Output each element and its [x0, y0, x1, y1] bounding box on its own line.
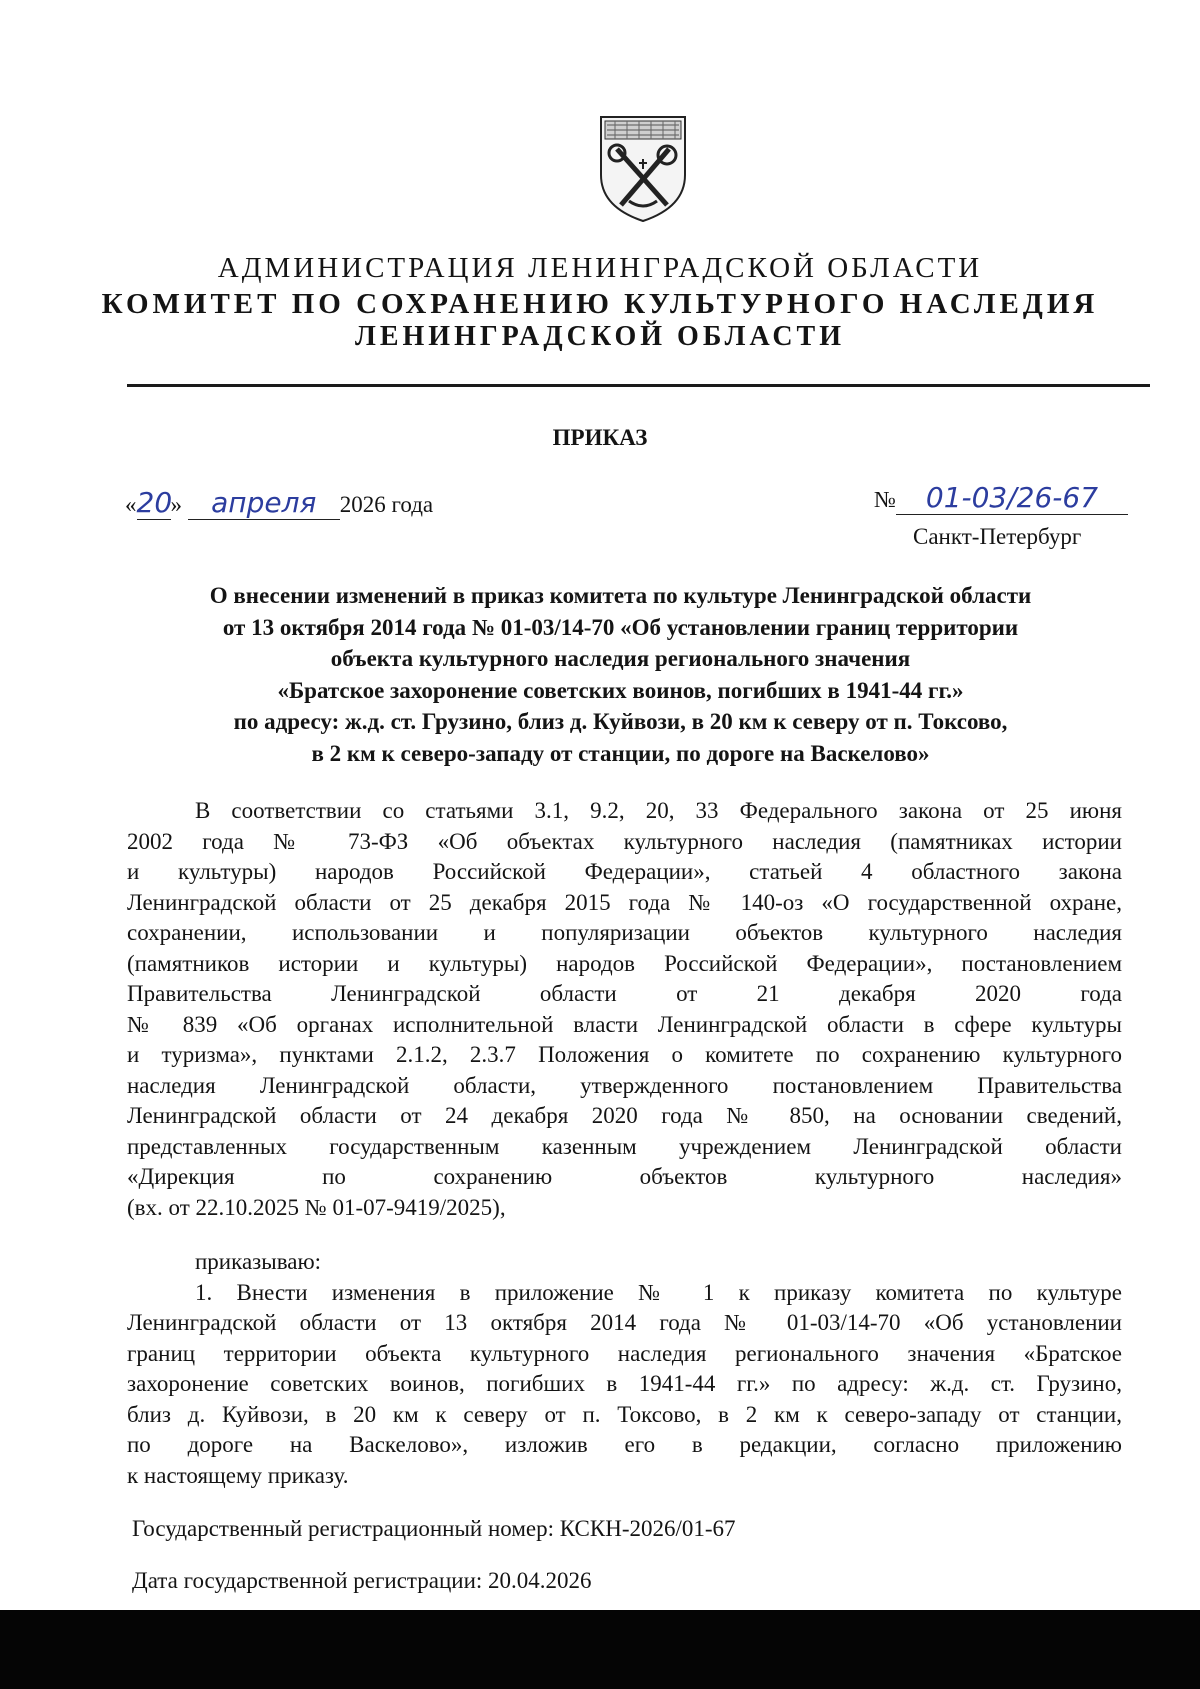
order-body	[127, 796, 1122, 1491]
preamble-line: (вх. от 22.10.2025 № 01-07-9419/2025),	[127, 1194, 506, 1220]
preamble-line: № 839 «Об органах исполнительной власти Ленинградской области в сфере культуры	[127, 1011, 1122, 1037]
registration-number: Государственный регистрационный номер: КСКН-2026/01-67	[132, 1516, 736, 1541]
preamble-line: Правительства Ленинградской области от 21 декабря 2020 года	[127, 981, 1122, 1006]
subject-line: от 13 октября 2014 года № 01-03/14-70 «Об установлении границ территории	[222, 614, 1019, 640]
date-quote-open: «	[125, 492, 137, 517]
item1-line: Ленинградской области от 13 октября 2014 года № 01-03/14-70 «Об установлении	[127, 1310, 1122, 1335]
scan-edge-bar	[0, 1610, 1200, 1689]
subject-line: «Братское захоронение советских воинов, погибших в 1941-44 гг.»	[277, 677, 964, 703]
preamble-line: и культуры) народов Российской Федерации», статьей 4 областного закона	[127, 859, 1122, 884]
coat-of-arms-icon	[595, 113, 691, 225]
preamble-line: наследия Ленинградской области, утвержденного постановлением Правительства	[127, 1072, 1122, 1098]
order-number	[874, 481, 1128, 515]
date-day-field	[136, 486, 173, 520]
number-sign: №	[874, 487, 896, 512]
order-subject	[118, 580, 1123, 769]
preamble-line: и туризма», пунктами 2.1.2, 2.3.7 Положения о комитете по сохранению культурного	[127, 1042, 1122, 1067]
city-name: Санкт-Петербург	[913, 524, 1082, 549]
date-day-handwritten: 20	[136, 486, 173, 519]
subject-line: по адресу: ж.д. ст. Грузино, близ д. Куйвози, в 20 км к северу от п. Токсово,	[233, 709, 1008, 734]
subject-line: объекта культурного наследия регионального значения	[330, 646, 911, 671]
item1-line: близ д. Куйвози, в 20 км к северу от п. Токсово, в 2 км к северо-западу от станции,	[127, 1401, 1122, 1427]
subject-line: в 2 км к северо-западу от станции, по дороге на Васкелово»	[311, 740, 930, 766]
preamble-line: Ленинградской области от 24 декабря 2020 года № 850, на основании сведений,	[127, 1103, 1122, 1128]
preamble-line: Ленинградской области от 25 декабря 2015 года № 140-оз «О государственной охране,	[127, 889, 1122, 915]
preamble-line: В соответствии со статьями 3.1, 9.2, 20, 33 Федерального закона от 25 июня	[195, 798, 1122, 823]
item1-line: границ территории объекта культурного наследия регионального значения «Братское	[127, 1340, 1122, 1366]
order-date	[125, 486, 434, 520]
preamble-line: 2002 года № 73-ФЗ «Об объектах культурного наследия (памятниках истории	[127, 828, 1122, 854]
preamble-line: (памятников истории и культуры) народов Российской Федерации», постановлением	[127, 950, 1122, 976]
item1-line: к настоящему приказу.	[127, 1462, 349, 1488]
preamble-line: сохранении, использовании и популяризации объектов культурного наследия	[127, 920, 1122, 945]
date-month-field	[188, 486, 340, 520]
date-year: 2026 года	[339, 492, 434, 517]
date-month-handwritten: апреля	[211, 486, 317, 519]
item1-line: по дороге на Васкелово», изложив его в редакции, согласно приложению	[127, 1432, 1122, 1457]
header-divider	[127, 384, 1150, 387]
committee-region: ЛЕНИНГРАДСКОЙ ОБЛАСТИ	[354, 321, 846, 352]
subject-line: О внесении изменений в приказ комитета по культуре Ленинградской области	[209, 583, 1032, 608]
number-field	[896, 481, 1128, 515]
preamble-line: представленных государственным казенным учреждением Ленинградской области	[127, 1133, 1122, 1159]
committee-name: КОМИТЕТ ПО СОХРАНЕНИЮ КУЛЬТУРНОГО НАСЛЕДИЯ	[101, 288, 1099, 320]
document-type-title: ПРИКАЗ	[552, 425, 648, 450]
number-handwritten: 01-03/26-67	[925, 481, 1099, 514]
administration-name: АДМИНИСТРАЦИЯ ЛЕНИНГРАДСКОЙ ОБЛАСТИ	[217, 252, 983, 284]
item1-line: захоронение советских воинов, погибших в 1941-44 гг.» по адресу: ж.д. ст. Грузино,	[127, 1371, 1122, 1396]
paragraph-gap	[127, 1223, 1122, 1247]
registration-date: Дата государственной регистрации: 20.04.2026	[132, 1568, 592, 1593]
order-word: приказываю:	[195, 1249, 322, 1274]
preamble-line: «Дирекция по сохранению объектов культурного наследия»	[127, 1164, 1122, 1189]
date-quote-close: »	[170, 492, 182, 517]
item1-line: 1. Внести изменения в приложение № 1 к приказу комитета по культуре	[195, 1279, 1122, 1305]
